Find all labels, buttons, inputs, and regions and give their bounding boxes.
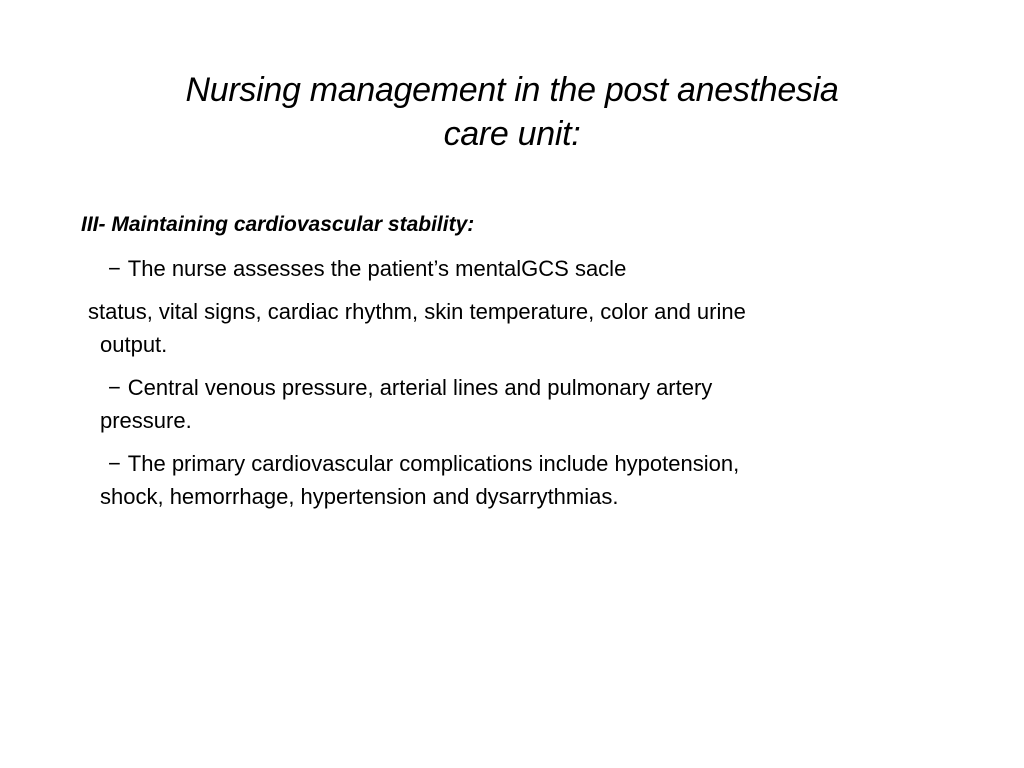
bullet-item-1 <box>108 252 626 285</box>
bullet-item-3 <box>108 447 739 480</box>
bullet-continuation-line: pressure. <box>100 408 192 433</box>
slide-title-line-2: care unit: <box>443 115 581 153</box>
bullet-continuation-line: status, vital signs, cardiac rhythm, skin temperature, color and urine <box>88 299 746 324</box>
bullet-dash: − <box>108 256 121 281</box>
bullet-dash: − <box>108 375 121 400</box>
slide-title <box>90 68 934 156</box>
bullet-item-2 <box>108 371 712 404</box>
section-heading: III- Maintaining cardiovascular stability: <box>81 213 475 236</box>
bullet-continuation-line: shock, hemorrhage, hypertension and dysarrythmias. <box>100 484 619 509</box>
slide-title-line-1: Nursing management in the post anesthesia <box>185 71 839 109</box>
bullet-dash: − <box>108 451 121 476</box>
bullet-text: The nurse assesses the patient’s mentalGCS sacle <box>127 256 627 281</box>
bullet-text: Central venous pressure, arterial lines and pulmonary artery <box>127 375 713 400</box>
bullet-text: The primary cardiovascular complications include hypotension, <box>127 451 740 476</box>
bullet-continuation-line: output. <box>100 332 168 357</box>
